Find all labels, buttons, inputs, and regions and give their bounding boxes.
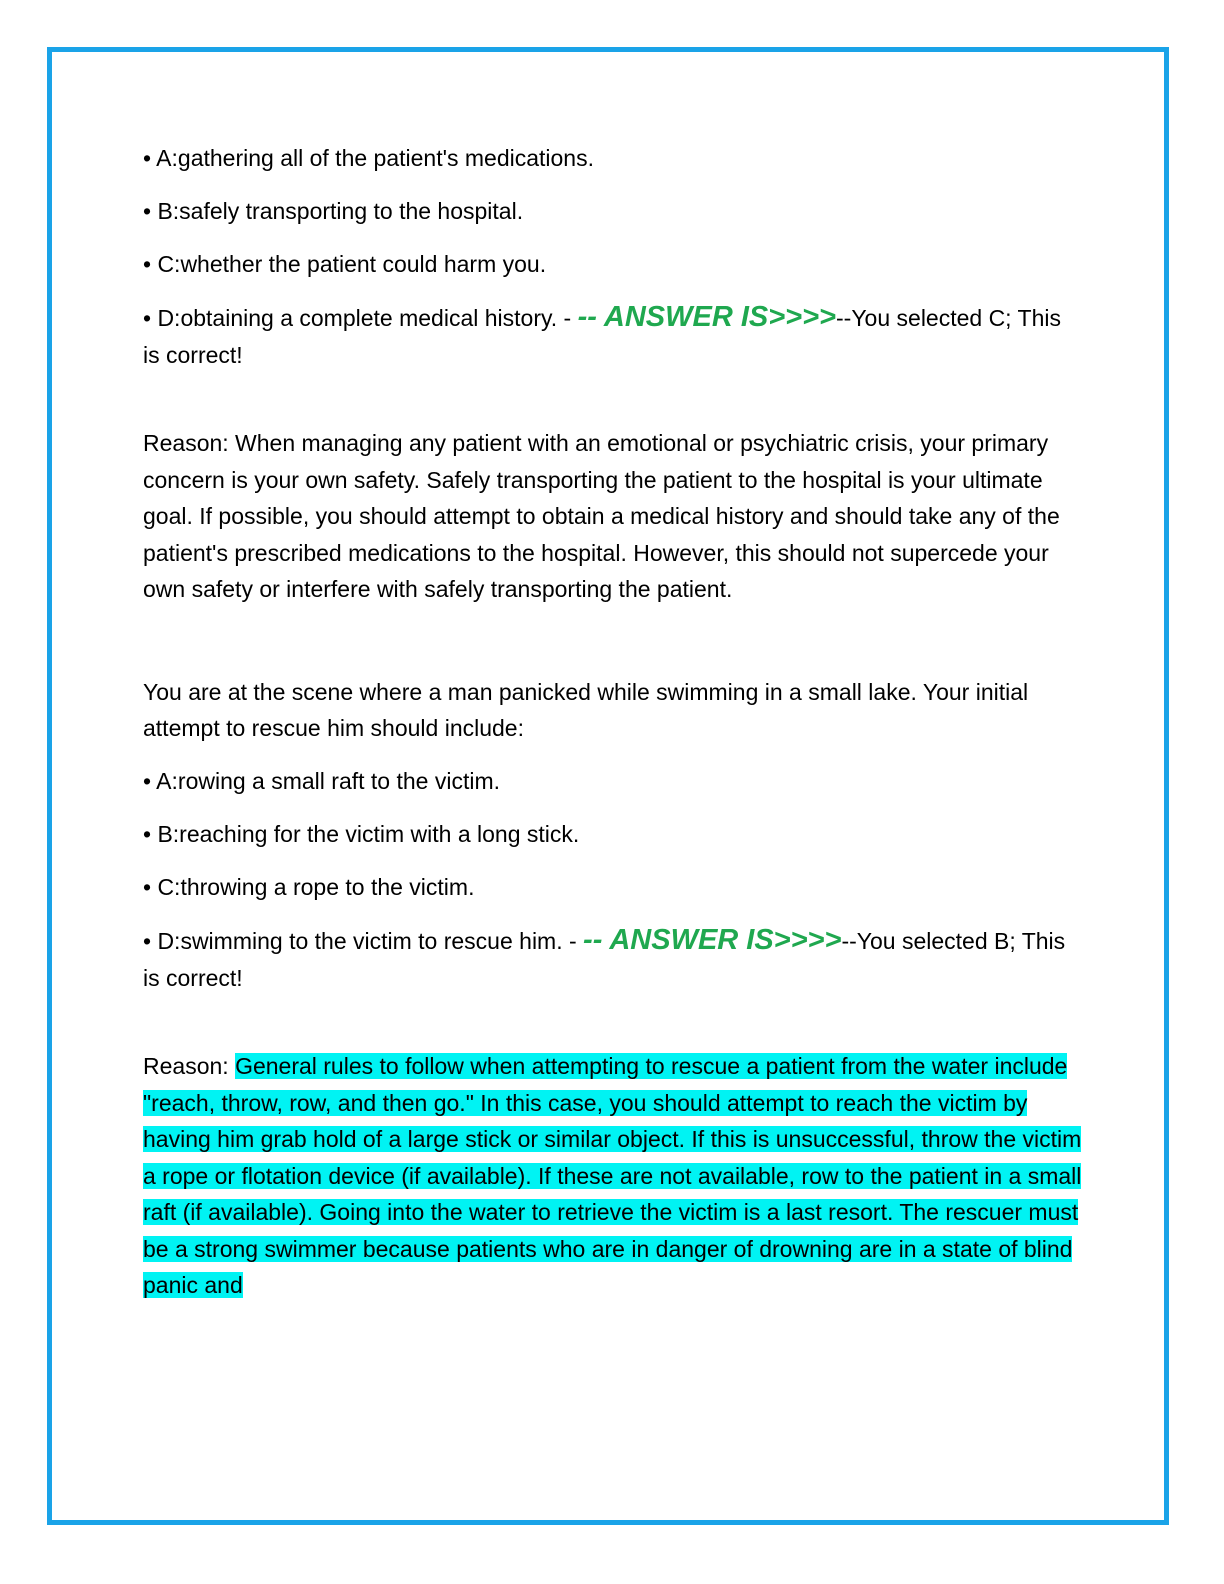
spacer xyxy=(143,996,1083,1048)
q1-option-b: • B:safely transporting to the hospital. xyxy=(143,198,524,224)
q1-option-d xyxy=(143,299,1083,373)
q2-reason-highlighted: General rules to follow when attempting to rescue a patient from the water include "reach, throw, row, and then go." In this case, you should attempt to reach the victim by having him grab hold of a large stick or similar object. If this is unsuccessful, throw the victim a rope or flotation device (if available). If these are not available, row to the patient in a small raft (if available). Going into the water to retrieve the victim is a last resort. The rescuer must be a strong swimmer because patients who are in danger of drowning are in a state of blind panic and xyxy=(143,1053,1082,1298)
q1-answer-tag: -- ANSWER IS>>>> xyxy=(577,301,836,333)
q2-answer-tag: -- ANSWER IS>>>> xyxy=(583,924,842,956)
q2-option-c: • C:throwing a rope to the victim. xyxy=(143,874,475,900)
spacer xyxy=(143,608,1083,674)
document-content xyxy=(143,140,1083,1304)
q2-option-d xyxy=(143,922,1083,996)
q2-question: You are at the scene where a man panicked while swimming in a small lake. Your initial attempt to rescue him should include: xyxy=(143,678,1029,741)
q1-option-a: • A:gathering all of the patient's medications. xyxy=(143,145,594,171)
q2-option-a: • A:rowing a small raft to the victim. xyxy=(143,768,501,794)
q1-option-d-text: • D:obtaining a complete medical history. - xyxy=(143,305,578,331)
spacer xyxy=(143,373,1083,425)
q2-option-b: • B:reaching for the victim with a long stick. xyxy=(143,821,580,847)
q2-reason xyxy=(143,1048,1083,1304)
q2-option-d-text: • D:swimming to the victim to rescue him. - xyxy=(143,928,584,954)
q2-reason-label: Reason: xyxy=(143,1053,236,1079)
q1-selection-note: --You selected C; This is correct! xyxy=(143,305,1062,368)
q1-option-c: • C:whether the patient could harm you. xyxy=(143,251,547,277)
q2-selection-note: --You selected B; This is correct! xyxy=(143,928,1066,991)
q1-reason: Reason: When managing any patient with an emotional or psychiatric crisis, your primary concern is your own safety. Safely transporting the patient to the hospital is your ultimate goal. If possible, you should attempt to obtain a medical history and should take any of the patient's prescribed medications to the hospital. However, this should not supercede your own safety or interfere with safely transporting the patient. xyxy=(143,430,1060,602)
